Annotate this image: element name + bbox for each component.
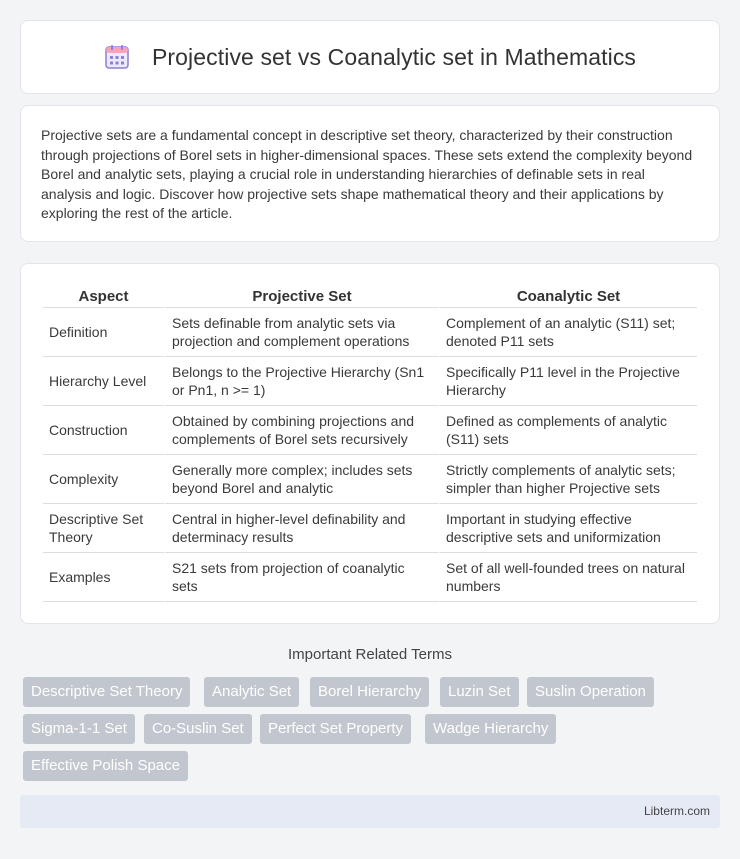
row-coanalytic: Specifically P11 level in the Projective Hierarchy	[438, 357, 697, 406]
table-row	[43, 455, 697, 504]
table-header-row	[43, 286, 697, 308]
table-row	[43, 308, 697, 357]
row-projective: Belongs to the Projective Hierarchy (Sn1 or Pn1, n >= 1)	[164, 357, 438, 406]
tag-effective-polish-space[interactable]: Effective Polish Space	[23, 751, 188, 781]
row-projective: S21 sets from projection of coanalytic sets	[164, 553, 438, 602]
title-card	[20, 20, 720, 94]
calendar-icon	[104, 44, 130, 70]
footer	[20, 795, 720, 828]
table-row	[43, 357, 697, 406]
tag-descriptive-set-theory[interactable]: Descriptive Set Theory	[23, 677, 190, 707]
intro-paragraph: Projective sets are a fundamental concept in descriptive set theory, characterized by their construction through projections of Borel sets in higher-dimensional spaces. These sets extend the complexity beyond Borel and analytic sets, playing a crucial role in understanding hierarchies of definable sets in real analysis and logic. Discover how projective sets shape mathematical theory and their applications by exploring the rest of the article.	[41, 127, 693, 222]
tag-wadge-hierarchy[interactable]: Wadge Hierarchy	[425, 714, 556, 744]
header-aspect: Aspect	[43, 286, 164, 308]
header-coanalytic-set: Coanalytic Set	[438, 286, 697, 308]
table-row	[43, 406, 697, 455]
related-terms-title: Important Related Terms	[288, 646, 452, 663]
row-aspect: Definition	[43, 308, 164, 357]
row-aspect: Examples	[43, 553, 164, 602]
footer-brand[interactable]: Libterm.com	[643, 804, 710, 818]
tag-suslin-operation[interactable]: Suslin Operation	[527, 677, 654, 707]
row-aspect: Hierarchy Level	[43, 357, 164, 406]
tag-analytic-set[interactable]: Analytic Set	[204, 677, 299, 707]
row-coanalytic: Strictly complements of analytic sets; simpler than higher Projective sets	[438, 455, 697, 504]
row-coanalytic: Important in studying effective descriptive sets and uniformization	[438, 504, 697, 553]
table-row	[43, 504, 697, 553]
row-coanalytic: Complement of an analytic (S11) set; denoted P11 sets	[438, 308, 697, 357]
row-aspect: Descriptive Set Theory	[43, 504, 164, 553]
page-title: Projective set vs Coanalytic set in Mathematics	[151, 43, 637, 70]
row-coanalytic: Defined as complements of analytic (S11) sets	[438, 406, 697, 455]
row-aspect: Complexity	[43, 455, 164, 504]
tag-luzin-set[interactable]: Luzin Set	[440, 677, 519, 707]
row-projective: Central in higher-level definability and determinacy results	[164, 504, 438, 553]
row-projective: Generally more complex; includes sets beyond Borel and analytic	[164, 455, 438, 504]
tag-perfect-set-property[interactable]: Perfect Set Property	[260, 714, 411, 744]
table-row	[43, 553, 697, 602]
row-aspect: Construction	[43, 406, 164, 455]
intro-card	[20, 105, 720, 242]
tag-co-suslin-set[interactable]: Co-Suslin Set	[144, 714, 252, 744]
row-coanalytic: Set of all well-founded trees on natural numbers	[438, 553, 697, 602]
row-projective: Sets definable from analytic sets via projection and complement operations	[164, 308, 438, 357]
header-projective-set: Projective Set	[164, 286, 438, 308]
row-projective: Obtained by combining projections and complements of Borel sets recursively	[164, 406, 438, 455]
comparison-table	[43, 286, 697, 602]
tag-borel-hierarchy[interactable]: Borel Hierarchy	[310, 677, 429, 707]
comparison-card	[20, 263, 720, 624]
tag-sigma-1-1-set[interactable]: Sigma-1-1 Set	[23, 714, 135, 744]
